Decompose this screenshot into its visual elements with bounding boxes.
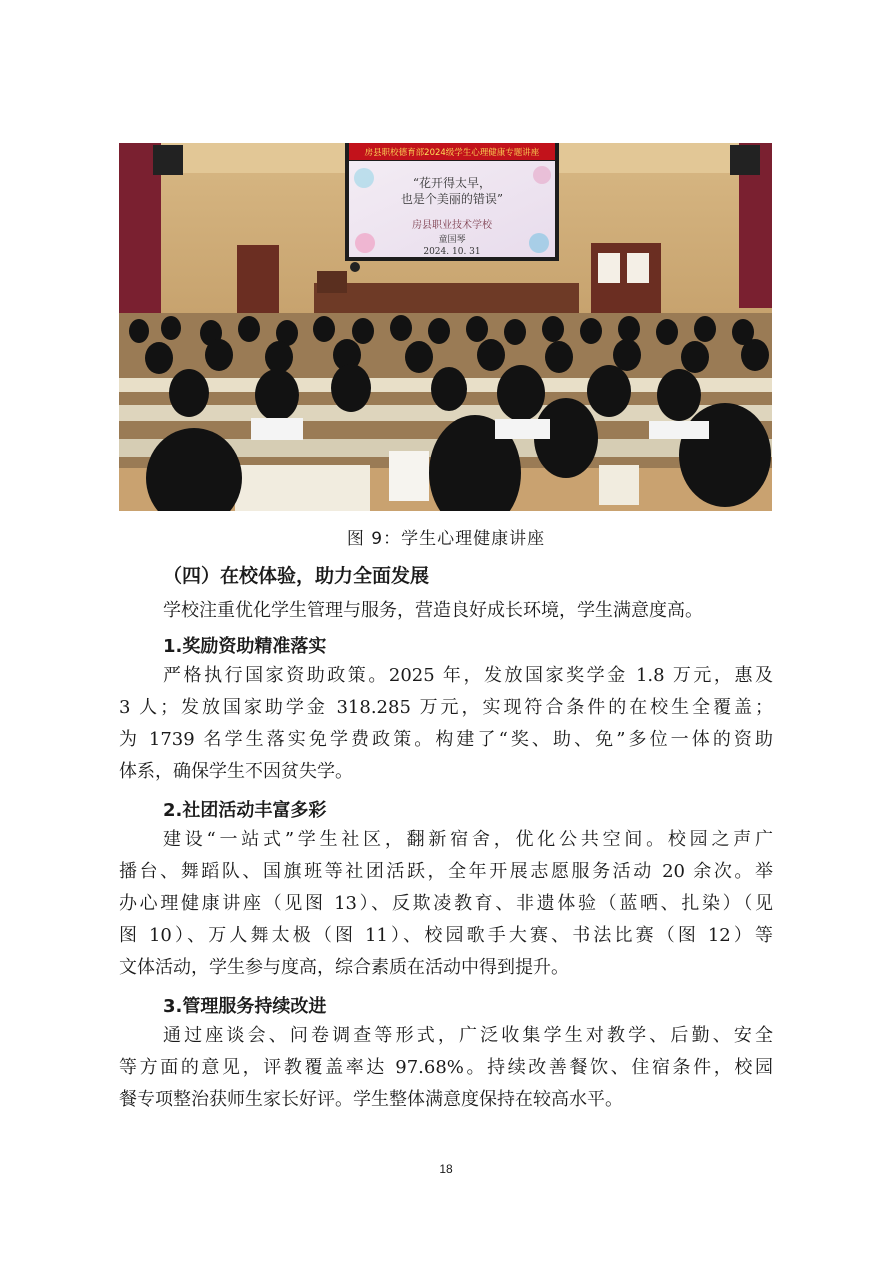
text-line: 严格执行国家资助政策。2025 年，发放国家奖学金 1.8 万元，惠及 [163, 665, 773, 686]
paragraph-subsidy [119, 660, 773, 788]
slide-school: 房县职业技术学校 [412, 220, 492, 231]
text-line: 建设“一站式”学生社区，翻新宿舍，优化公共空间。校园之声广 [163, 829, 773, 850]
figure-caption: 图 9：学生心理健康讲座 [346, 529, 546, 549]
section-heading: （四）在校体验，助力全面发展 [163, 565, 430, 587]
lecture-photo [119, 143, 772, 511]
text-line: 图 10）、万人舞太极（图 11）、校园歌手大赛、书法比赛（图 12）等 [119, 925, 773, 946]
text-line: 3 人；发放国家助学金 318.285 万元，实现符合条件的在校生全覆盖； [119, 697, 773, 718]
text-line: 学校注重优化学生管理与服务，营造良好成长环境，学生满意度高。 [163, 600, 703, 621]
text-line: 体系，确保学生不因贫失学。 [119, 761, 353, 782]
slide-title-line1: “花开得太早， [412, 176, 492, 190]
subheading-3: 3.管理服务持续改进 [163, 996, 327, 1017]
text-line: 办心理健康讲座（见图 13）、反欺凌教育、非遗体验（蓝晒、扎染）（见 [119, 893, 773, 914]
paragraph-clubs [119, 824, 773, 984]
text-line: 文体活动，学生参与度高，综合素质在活动中得到提升。 [119, 957, 569, 978]
subheading-2: 2.社团活动丰富多彩 [163, 800, 327, 821]
text-line: 通过座谈会、问卷调查等形式，广泛收集学生对教学、后勤、安全 [163, 1025, 773, 1046]
slide-title-line2: 也是个美丽的错误” [400, 192, 504, 206]
page-number: 18 [439, 1162, 453, 1176]
text-line: 餐专项整治获师生家长好评。学生整体满意度保持在较高水平。 [119, 1089, 623, 1110]
lecture-hall-image [119, 143, 772, 511]
intro-paragraph [163, 595, 773, 627]
subheading-1: 1.奖励资助精准落实 [163, 636, 327, 657]
slide-speaker: 童国琴 [438, 235, 466, 245]
screen-banner: 房县职校德育部2024级学生心理健康专题讲座 [364, 148, 540, 158]
paragraph-management [119, 1020, 773, 1116]
slide-date: 2024. 10. 31 [423, 247, 481, 257]
text-line: 为 1739 名学生落实免学费政策。构建了“奖、助、免”多位一体的资助 [119, 729, 773, 750]
text-line: 播台、舞蹈队、国旗班等社团活跃，全年开展志愿服务活动 20 余次。举 [119, 861, 773, 882]
text-line: 等方面的意见，评教覆盖率达 97.68%。持续改善餐饮、住宿条件，校园 [119, 1057, 773, 1078]
